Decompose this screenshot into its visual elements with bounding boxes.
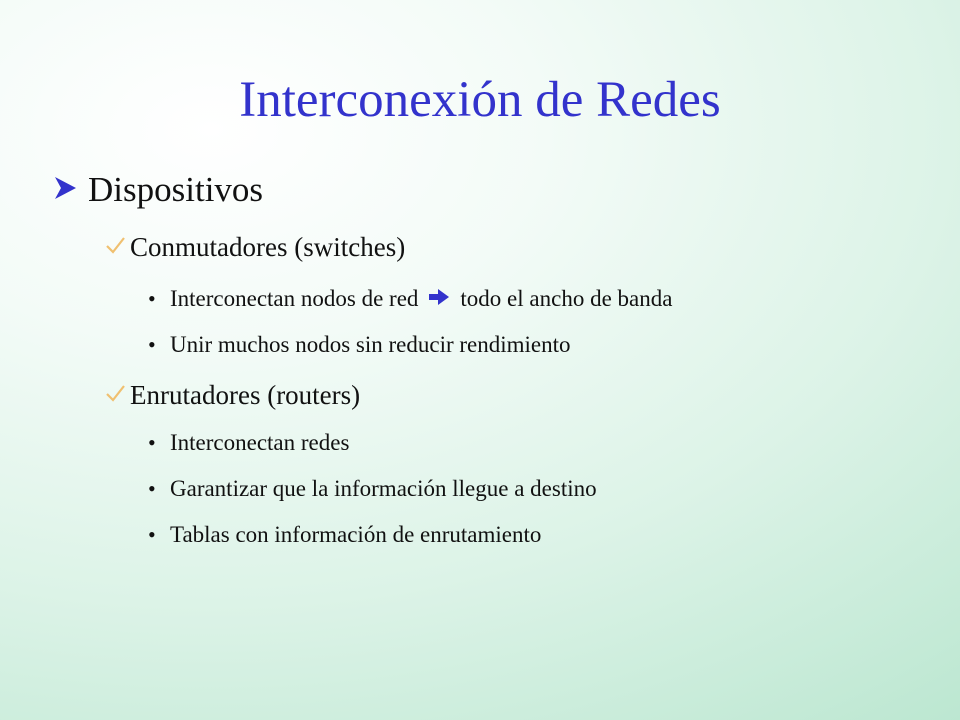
checkmark-icon (104, 232, 128, 263)
arrowhead-bullet-icon (52, 170, 82, 210)
level3-item (148, 430, 349, 456)
bullet-dot: • (148, 476, 156, 501)
bullet-dot: • (148, 522, 156, 547)
level3-text: todo el ancho de banda (460, 286, 673, 311)
level1-text: Dispositivos (88, 170, 264, 209)
bullet-dot: • (148, 332, 156, 357)
slide-title: Interconexión de Redes (239, 72, 721, 128)
level3-text: Interconectan redes (170, 430, 350, 455)
level3-item (148, 476, 597, 502)
bullet-dot: • (148, 430, 156, 455)
checkmark-icon (104, 380, 128, 411)
level2-item-switches (104, 232, 405, 263)
level3-text: Unir muchos nodos sin reducir rendimiento (170, 332, 571, 357)
level3-item (148, 332, 571, 358)
level3-text: Garantizar que la información llegue a destino (170, 476, 597, 501)
level3-item (148, 286, 672, 312)
level3-item (148, 522, 541, 548)
level1-item-dispositivos (52, 170, 263, 210)
level3-text: Interconectan nodos de red (170, 286, 419, 311)
right-arrow-icon (428, 286, 450, 312)
level3-text: Tablas con información de enrutamiento (170, 522, 542, 547)
level2-text: Conmutadores (switches) (130, 232, 406, 262)
level2-text: Enrutadores (routers) (130, 380, 361, 410)
bullet-dot: • (148, 286, 156, 311)
level2-item-routers (104, 380, 360, 411)
